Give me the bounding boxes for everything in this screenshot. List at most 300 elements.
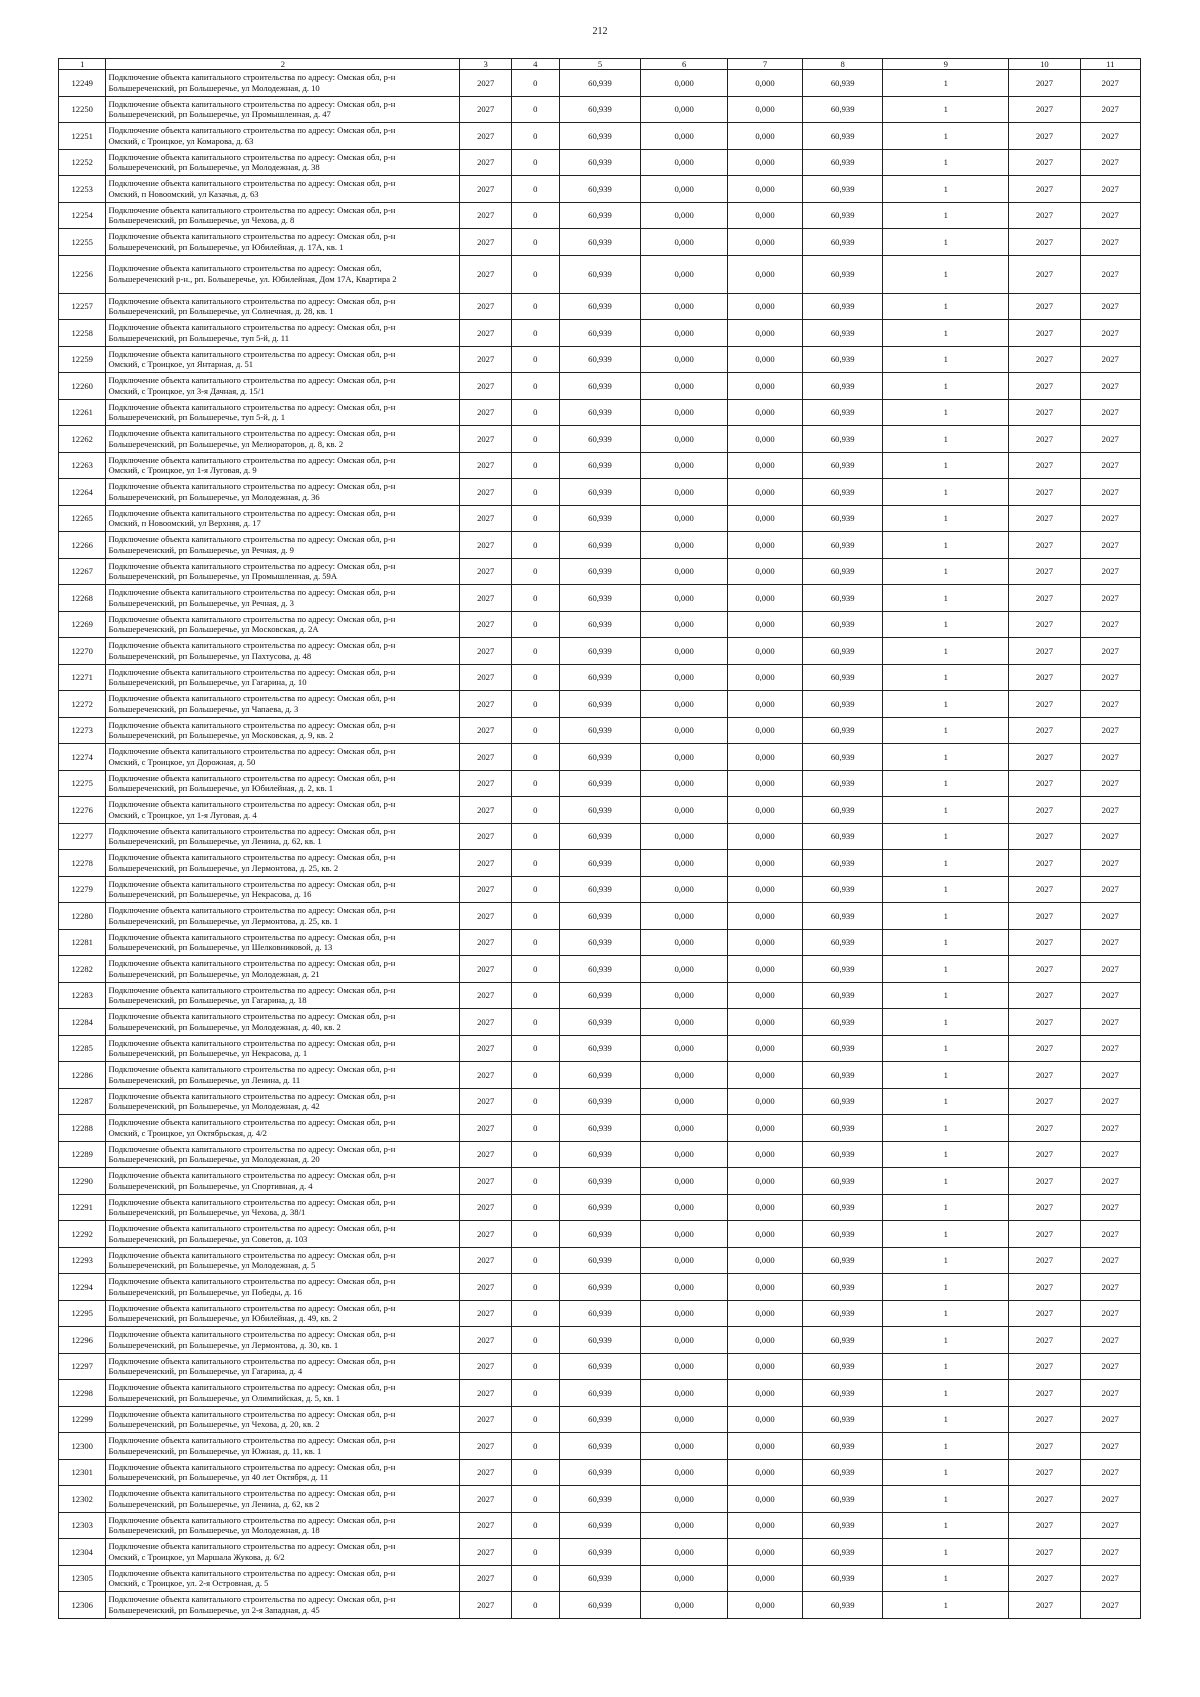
description-line: Подключение объекта капитального строительства по адресу: Омская обл, р-н [108, 693, 396, 704]
description-cell [106, 1035, 460, 1062]
value-cell: 2027 [1009, 611, 1080, 638]
value-cell: 0 [512, 202, 559, 229]
value-cell: 2027 [460, 1194, 512, 1221]
description-cell [106, 1274, 460, 1301]
value-cell: 0,000 [641, 850, 727, 877]
description-cell [106, 373, 460, 400]
value-cell: 2027 [1009, 691, 1080, 718]
column-header: 3 [460, 59, 512, 70]
description-line: Подключение объекта капитального строительства по адресу: Омская обл, р-н [108, 640, 396, 651]
value-cell: 0,000 [641, 1194, 727, 1221]
value-cell: 2027 [1080, 1406, 1141, 1433]
description-line: Подключение объекта капитального строительства по адресу: Омская обл, р-н [108, 1276, 396, 1287]
value-cell: 0,000 [641, 1327, 727, 1354]
table-row [59, 1194, 1141, 1221]
value-cell: 60,939 [803, 346, 883, 373]
row-number-cell: 12301 [59, 1459, 106, 1486]
table-row [59, 903, 1141, 930]
description-line: Омский, с Троицкое, ул 1-я Луговая, д. 9 [108, 465, 257, 476]
description-line: Большереченский, рп Большеречье, ул Чехова, д. 20, кв. 2 [108, 1419, 320, 1430]
value-cell: 0 [512, 585, 559, 612]
value-cell: 1 [883, 123, 1009, 150]
row-number-cell: 12258 [59, 320, 106, 347]
value-cell: 1 [883, 505, 1009, 532]
value-cell: 2027 [1080, 202, 1141, 229]
description-line: Подключение объекта капитального строительства по адресу: Омская обл, р-н [108, 454, 396, 465]
column-header: 9 [883, 59, 1009, 70]
value-cell: 2027 [1009, 1247, 1080, 1274]
description-cell [106, 611, 460, 638]
value-cell: 60,939 [559, 1168, 641, 1195]
value-cell: 60,939 [559, 638, 641, 665]
table-row [59, 585, 1141, 612]
value-cell: 0,000 [641, 1141, 727, 1168]
table-row [59, 1088, 1141, 1115]
value-cell: 0,000 [727, 1486, 803, 1513]
value-cell: 60,939 [559, 1009, 641, 1036]
value-cell: 0,000 [641, 823, 727, 850]
description-line: Подключение объекта капитального строительства по адресу: Омская обл, р-н [108, 560, 396, 571]
value-cell: 0,000 [641, 717, 727, 744]
description-line: Подключение объекта капитального строительства по адресу: Омская обл, р-н [108, 1514, 396, 1525]
value-cell: 2027 [1009, 982, 1080, 1009]
value-cell: 2027 [460, 320, 512, 347]
table-row [59, 346, 1141, 373]
description-line: Большереченский, рп Большеречье, ул Шелковниковой, д. 13 [108, 942, 333, 953]
description-line: Подключение объекта капитального строительства по адресу: Омская обл, р-н [108, 98, 396, 109]
table-row [59, 1380, 1141, 1407]
table-row [59, 1168, 1141, 1195]
table-row [59, 797, 1141, 824]
value-cell: 2027 [1080, 903, 1141, 930]
value-cell: 60,939 [803, 982, 883, 1009]
value-cell: 2027 [1009, 1539, 1080, 1566]
description-line: Подключение объекта капитального строительства по адресу: Омская обл, р-н [108, 719, 396, 730]
value-cell: 2027 [460, 1141, 512, 1168]
value-cell: 2027 [1009, 585, 1080, 612]
value-cell: 2027 [460, 123, 512, 150]
value-cell: 60,939 [559, 611, 641, 638]
description-line: Подключение объекта капитального строительства по адресу: Омская обл, р-н [108, 1064, 396, 1075]
value-cell: 1 [883, 585, 1009, 612]
description-cell [106, 558, 460, 585]
description-line: Большереченский, рп Большеречье, ул Спортивная, д. 4 [108, 1180, 313, 1191]
description-line: Подключение объекта капитального строительства по адресу: Омская обл, р-н [108, 178, 396, 189]
row-number-cell: 12306 [59, 1592, 106, 1619]
row-number-cell: 12285 [59, 1035, 106, 1062]
description-line: Большереченский, рп Большеречье, ул Лермонтова, д. 25, кв. 1 [108, 915, 339, 926]
description-line: Подключение объекта капитального строительства по адресу: Омская обл, р-н [108, 348, 396, 359]
description-line: Подключение объекта капитального строительства по адресу: Омская обл, р-н [108, 772, 396, 783]
value-cell: 60,939 [803, 1221, 883, 1248]
value-cell: 60,939 [559, 717, 641, 744]
description-line: Подключение объекта капитального строительства по адресу: Омская обл, р-н [108, 151, 396, 162]
description-line: Большереченский, рп Большеречье, ул Южная, д. 11, кв. 1 [108, 1445, 322, 1456]
value-cell: 60,939 [803, 797, 883, 824]
value-cell: 1 [883, 1247, 1009, 1274]
value-cell: 60,939 [803, 823, 883, 850]
description-cell [106, 717, 460, 744]
value-cell: 0 [512, 797, 559, 824]
value-cell: 60,939 [803, 373, 883, 400]
value-cell: 60,939 [559, 1300, 641, 1327]
value-cell: 2027 [1009, 717, 1080, 744]
value-cell: 1 [883, 202, 1009, 229]
value-cell: 1 [883, 1221, 1009, 1248]
value-cell: 0 [512, 505, 559, 532]
value-cell: 0,000 [727, 532, 803, 559]
value-cell: 2027 [1080, 1592, 1141, 1619]
value-cell: 60,939 [803, 691, 883, 718]
value-cell: 60,939 [559, 929, 641, 956]
value-cell: 0 [512, 346, 559, 373]
description-line: Подключение объекта капитального строительства по адресу: Омская обл, р-н [108, 375, 396, 386]
column-number-row [59, 59, 1141, 70]
value-cell: 0,000 [727, 202, 803, 229]
value-cell: 60,939 [559, 1592, 641, 1619]
value-cell: 60,939 [559, 346, 641, 373]
row-number-cell: 12254 [59, 202, 106, 229]
value-cell: 2027 [1080, 585, 1141, 612]
value-cell: 0,000 [641, 255, 727, 293]
value-cell: 1 [883, 1274, 1009, 1301]
description-cell [106, 1062, 460, 1089]
value-cell: 0,000 [641, 1565, 727, 1592]
description-line: Подключение объекта капитального строительства по адресу: Омская обл, [108, 263, 382, 274]
description-line: Подключение объекта капитального строительства по адресу: Омская обл, р-н [108, 1488, 396, 1499]
value-cell: 0,000 [641, 982, 727, 1009]
description-line: Большереченский, рп Большеречье, ул Чапаева, д. 3 [108, 703, 299, 714]
value-cell: 2027 [460, 1459, 512, 1486]
value-cell: 0,000 [727, 149, 803, 176]
row-number-cell: 12290 [59, 1168, 106, 1195]
value-cell: 0,000 [641, 929, 727, 956]
value-cell: 60,939 [559, 1327, 641, 1354]
table-row [59, 70, 1141, 97]
description-cell [106, 1565, 460, 1592]
value-cell: 2027 [1080, 1141, 1141, 1168]
value-cell: 60,939 [803, 452, 883, 479]
value-cell: 0 [512, 123, 559, 150]
value-cell: 1 [883, 1035, 1009, 1062]
value-cell: 2027 [1009, 479, 1080, 506]
page-number: 212 [592, 26, 608, 37]
row-number-cell: 12281 [59, 929, 106, 956]
value-cell: 60,939 [559, 982, 641, 1009]
value-cell: 60,939 [559, 202, 641, 229]
value-cell: 0 [512, 664, 559, 691]
row-number-cell: 12255 [59, 229, 106, 256]
value-cell: 0,000 [641, 505, 727, 532]
value-cell: 0,000 [727, 585, 803, 612]
value-cell: 0,000 [727, 1221, 803, 1248]
description-cell [106, 1300, 460, 1327]
description-line: Большереченский, рп Большеречье, ул Молодежная, д. 18 [108, 1525, 320, 1536]
description-cell [106, 1380, 460, 1407]
description-cell [106, 202, 460, 229]
value-cell: 2027 [1009, 229, 1080, 256]
value-cell: 1 [883, 611, 1009, 638]
value-cell: 2027 [1080, 823, 1141, 850]
description-line: Большереченский, рп Большеречье, ул Ленина, д. 11 [108, 1074, 301, 1085]
value-cell: 60,939 [803, 1009, 883, 1036]
description-line: Подключение объекта капитального строительства по адресу: Омская обл, р-н [108, 613, 396, 624]
value-cell: 0,000 [727, 1062, 803, 1089]
value-cell: 60,939 [559, 1486, 641, 1513]
value-cell: 1 [883, 876, 1009, 903]
value-cell: 0 [512, 70, 559, 97]
value-cell: 60,939 [803, 70, 883, 97]
value-cell: 0 [512, 1221, 559, 1248]
value-cell: 2027 [460, 1406, 512, 1433]
description-line: Большереченский, рп Большеречье, ул Советов, д. 103 [108, 1233, 308, 1244]
row-number-cell: 12289 [59, 1141, 106, 1168]
description-line: Подключение объекта капитального строительства по адресу: Омская обл, р-н [108, 1382, 396, 1393]
description-line: Подключение объекта капитального строительства по адресу: Омская обл, р-н [108, 1090, 396, 1101]
value-cell: 0 [512, 426, 559, 453]
row-number-cell: 12257 [59, 293, 106, 320]
value-cell: 0,000 [727, 1088, 803, 1115]
description-cell [106, 505, 460, 532]
row-number-cell: 12295 [59, 1300, 106, 1327]
value-cell: 60,939 [559, 797, 641, 824]
column-header: 4 [512, 59, 559, 70]
value-cell: 60,939 [559, 1459, 641, 1486]
value-cell: 1 [883, 744, 1009, 771]
value-cell: 0,000 [641, 1380, 727, 1407]
description-line: Большереченский р-н., рп. Большеречье, ул. Юбилейная, Дом 17А, Квартира 2 [108, 274, 397, 284]
column-header: 8 [803, 59, 883, 70]
value-cell: 60,939 [803, 1459, 883, 1486]
value-cell: 2027 [460, 1009, 512, 1036]
value-cell: 0,000 [727, 956, 803, 983]
value-cell: 0 [512, 1539, 559, 1566]
value-cell: 2027 [1080, 346, 1141, 373]
value-cell: 2027 [1080, 176, 1141, 203]
value-cell: 60,939 [803, 399, 883, 426]
value-cell: 2027 [1080, 1009, 1141, 1036]
value-cell: 60,939 [803, 850, 883, 877]
value-cell: 0,000 [641, 96, 727, 123]
value-cell: 60,939 [559, 1512, 641, 1539]
row-number-cell: 12251 [59, 123, 106, 150]
value-cell: 60,939 [559, 426, 641, 453]
value-cell: 1 [883, 664, 1009, 691]
value-cell: 0 [512, 229, 559, 256]
description-line: Большереченский, рп Большеречье, ул 40 лет Октября, д. 11 [108, 1472, 329, 1483]
description-cell [106, 1353, 460, 1380]
description-line: Подключение объекта капитального строительства по адресу: Омская обл, р-н [108, 1408, 396, 1419]
description-line: Подключение объекта капитального строительства по адресу: Омская обл, р-н [108, 958, 396, 969]
value-cell: 60,939 [559, 903, 641, 930]
value-cell: 0,000 [727, 1194, 803, 1221]
value-cell: 0,000 [727, 1539, 803, 1566]
table-row [59, 1274, 1141, 1301]
value-cell: 2027 [1080, 956, 1141, 983]
table-row [59, 505, 1141, 532]
table-row [59, 611, 1141, 638]
description-cell [106, 149, 460, 176]
row-number-cell: 12288 [59, 1115, 106, 1142]
value-cell: 0,000 [727, 452, 803, 479]
value-cell: 2027 [1009, 1565, 1080, 1592]
row-number-cell: 12303 [59, 1512, 106, 1539]
value-cell: 0,000 [641, 1459, 727, 1486]
value-cell: 0 [512, 1406, 559, 1433]
value-cell: 2027 [1009, 1406, 1080, 1433]
value-cell: 60,939 [559, 770, 641, 797]
description-line: Большереченский, рп Большеречье, ул Олимпийская, д. 5, кв. 1 [108, 1392, 341, 1403]
value-cell: 2027 [1080, 770, 1141, 797]
value-cell: 60,939 [803, 1592, 883, 1619]
row-number-cell: 12298 [59, 1380, 106, 1407]
value-cell: 2027 [1009, 176, 1080, 203]
value-cell: 2027 [1080, 1512, 1141, 1539]
value-cell: 60,939 [803, 123, 883, 150]
value-cell: 2027 [1080, 717, 1141, 744]
table-row [59, 479, 1141, 506]
value-cell: 0,000 [727, 1035, 803, 1062]
description-cell [106, 399, 460, 426]
value-cell: 0 [512, 770, 559, 797]
value-cell: 60,939 [559, 176, 641, 203]
value-cell: 1 [883, 1115, 1009, 1142]
value-cell: 2027 [460, 823, 512, 850]
value-cell: 60,939 [803, 611, 883, 638]
value-cell: 2027 [1009, 1300, 1080, 1327]
value-cell: 0 [512, 1009, 559, 1036]
value-cell: 2027 [1080, 123, 1141, 150]
description-line: Большереченский, рп Большеречье, ул Московская, д. 9, кв. 2 [108, 730, 334, 741]
description-line: Большереченский, рп Большеречье, ул Солнечная, д. 28, кв. 1 [108, 306, 334, 317]
description-line: Омский, с Троицкое, ул 1-я Луговая, д. 4 [108, 809, 257, 820]
value-cell: 2027 [460, 70, 512, 97]
value-cell: 1 [883, 70, 1009, 97]
value-cell: 60,939 [559, 1115, 641, 1142]
value-cell: 60,939 [803, 1035, 883, 1062]
value-cell: 2027 [1080, 505, 1141, 532]
table-row [59, 1539, 1141, 1566]
value-cell: 1 [883, 149, 1009, 176]
value-cell: 0,000 [727, 70, 803, 97]
value-cell: 1 [883, 96, 1009, 123]
table-row [59, 96, 1141, 123]
description-cell [106, 956, 460, 983]
value-cell: 60,939 [559, 1539, 641, 1566]
value-cell: 60,939 [559, 452, 641, 479]
value-cell: 2027 [1009, 505, 1080, 532]
value-cell: 2027 [460, 1274, 512, 1301]
value-cell: 2027 [460, 426, 512, 453]
value-cell: 2027 [1009, 638, 1080, 665]
value-cell: 0,000 [641, 1009, 727, 1036]
row-number-cell: 12291 [59, 1194, 106, 1221]
row-number-cell: 12292 [59, 1221, 106, 1248]
value-cell: 2027 [1009, 903, 1080, 930]
row-number-cell: 12277 [59, 823, 106, 850]
value-cell: 60,939 [803, 744, 883, 771]
value-cell: 2027 [460, 1486, 512, 1513]
value-cell: 1 [883, 770, 1009, 797]
value-cell: 2027 [1080, 1459, 1141, 1486]
table-row [59, 558, 1141, 585]
value-cell: 0 [512, 1088, 559, 1115]
value-cell: 60,939 [803, 293, 883, 320]
value-cell: 2027 [1080, 479, 1141, 506]
data-table [58, 58, 1141, 1619]
value-cell: 2027 [460, 1353, 512, 1380]
row-number-cell: 12253 [59, 176, 106, 203]
description-line: Большереченский, рп Большеречье, ул Мелиораторов, д. 8, кв. 2 [108, 438, 344, 449]
value-cell: 1 [883, 691, 1009, 718]
value-cell: 2027 [1080, 1327, 1141, 1354]
description-cell [106, 1115, 460, 1142]
description-line: Подключение объекта капитального строительства по адресу: Омская обл, р-н [108, 746, 396, 757]
value-cell: 60,939 [559, 1247, 641, 1274]
description-cell [106, 585, 460, 612]
value-cell: 60,939 [803, 176, 883, 203]
description-line: Большереченский, рп Большеречье, ул 2-я Западная, д. 45 [108, 1604, 320, 1615]
description-cell [106, 744, 460, 771]
value-cell: 0,000 [641, 452, 727, 479]
description-line: Большереченский, рп Большеречье, ул Гагарина, д. 10 [108, 677, 307, 688]
row-number-cell: 12300 [59, 1433, 106, 1460]
value-cell: 0,000 [641, 399, 727, 426]
value-cell: 60,939 [559, 956, 641, 983]
table-row [59, 638, 1141, 665]
value-cell: 0,000 [727, 903, 803, 930]
value-cell: 0,000 [727, 1353, 803, 1380]
value-cell: 60,939 [559, 1353, 641, 1380]
value-cell: 0,000 [641, 1274, 727, 1301]
table-row [59, 1353, 1141, 1380]
value-cell: 2027 [460, 1327, 512, 1354]
value-cell: 2027 [1080, 373, 1141, 400]
value-cell: 2027 [1080, 1168, 1141, 1195]
description-cell [106, 1512, 460, 1539]
value-cell: 2027 [1080, 1035, 1141, 1062]
description-cell [106, 96, 460, 123]
value-cell: 2027 [460, 717, 512, 744]
value-cell: 0,000 [727, 929, 803, 956]
value-cell: 0 [512, 479, 559, 506]
value-cell: 60,939 [803, 255, 883, 293]
value-cell: 2027 [1080, 1433, 1141, 1460]
table-row [59, 1300, 1141, 1327]
value-cell: 2027 [460, 956, 512, 983]
description-line: Подключение объекта капитального строительства по адресу: Омская обл, р-н [108, 1249, 396, 1260]
row-number-cell: 12294 [59, 1274, 106, 1301]
value-cell: 1 [883, 929, 1009, 956]
description-line: Подключение объекта капитального строительства по адресу: Омская обл, р-н [108, 1143, 396, 1154]
value-cell: 2027 [1009, 1221, 1080, 1248]
description-line: Подключение объекта капитального строительства по адресу: Омская обл, р-н [108, 1223, 396, 1234]
table-row [59, 426, 1141, 453]
column-header: 7 [727, 59, 803, 70]
value-cell: 2027 [1009, 1141, 1080, 1168]
value-cell: 60,939 [559, 255, 641, 293]
value-cell: 2027 [1080, 982, 1141, 1009]
value-cell: 2027 [460, 1380, 512, 1407]
value-cell: 2027 [460, 202, 512, 229]
table-row [59, 717, 1141, 744]
value-cell: 0,000 [727, 1247, 803, 1274]
description-cell [106, 320, 460, 347]
description-cell [106, 1194, 460, 1221]
value-cell: 0 [512, 255, 559, 293]
value-cell: 60,939 [803, 426, 883, 453]
table-row [59, 1327, 1141, 1354]
